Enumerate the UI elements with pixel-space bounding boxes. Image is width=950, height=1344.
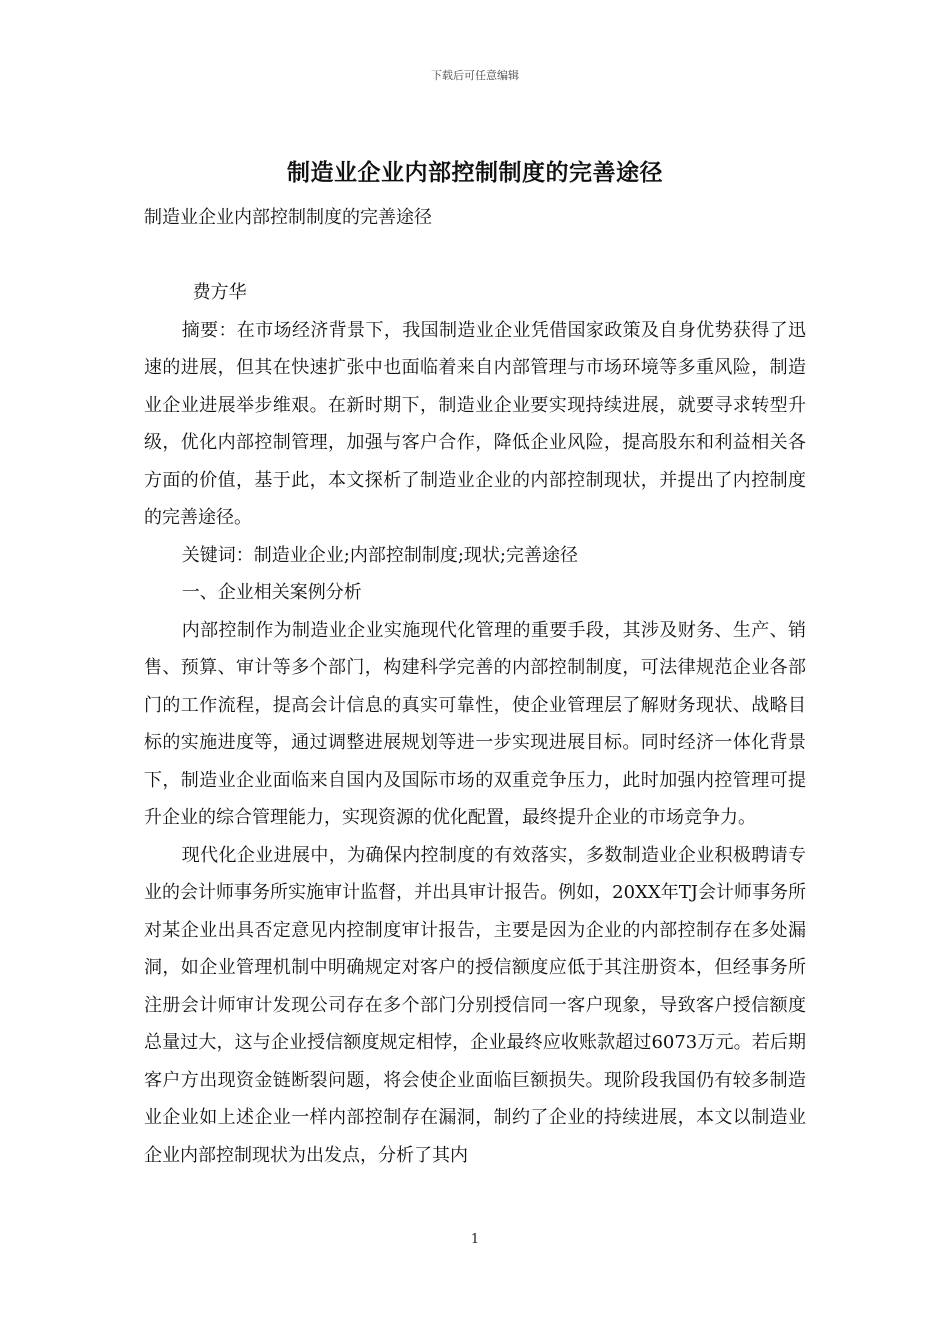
header-note: 下载后可任意编辑 [431,69,519,82]
abstract-paragraph: 摘要：在市场经济背景下，我国制造业企业凭借国家政策及自身优势获得了迅速的进展，但其在快速扩张中也面临着来自内部管理与市场环境等多重风险，制造业企业进展举步维艰。在新时期下，制造业企业要实现持续进展，就要寻求转型升级，优化内部控制管理，加强与客户合作，降低企业风险，提高股东和利益相关各方面的价值，基于此，本文探析了制造业企业的内部控制现状，并提出了内控制度的完善途径。 [144,319,806,528]
body-paragraph-1: 内部控制作为制造业企业实施现代化管理的重要手段，其涉及财务、生产、销售、预算、审计等多个部门，构建科学完善的内部控制制度，可法律规范企业各部门的工作流程，提高会计信息的真实可靠性，使企业管理层了解财务现状、战略目标的实施进度等，通过调整进展规划等进一步实现进展目标。同时经济一体化背景下，制造业企业面临来自国内及国际市场的双重竞争压力，此时加强内控管理可提升企业的综合管理能力，实现资源的优化配置，最终提升企业的市场竞争力。 [144,619,806,828]
document-subtitle: 制造业企业内部控制制度的完善途径 [144,207,432,228]
keywords-line: 关键词：制造业企业;内部控制制度;现状;完善途径 [181,544,578,566]
document-body [144,199,806,1174]
page-number: 1 [470,1232,480,1247]
section-heading: 一、企业相关案例分析 [181,582,362,603]
author-name: 费方华 [192,282,247,303]
body-paragraph-2: 现代化企业进展中，为确保内控制度的有效落实，多数制造业企业积极聘请专业的会计师事务所实施审计监督，并出具审计报告。例如，20XX年TJ会计师事务所对某企业出具否定意见内控制度审计报告，主要是因为企业的内部控制存在多处漏洞，如企业管理机制中明确规定对客户的授信额度应低于其注册资本，但经事务所注册会计师审计发现公司存在多个部门分别授信同一客户现象，导致客户授信额度总量过大，这与企业授信额度规定相悖，企业最终应收账款超过6073万元。若后期客户方出现资金链断裂问题，将会使企业面临巨额损失。现阶段我国仍有较多制造业企业如上述企业一样内部控制存在漏洞，制约了企业的持续进展，本文以制造业企业内部控制现状为出发点，分析了其内 [144,844,806,1166]
document-title: 制造业企业内部控制制度的完善途径 [287,159,663,186]
